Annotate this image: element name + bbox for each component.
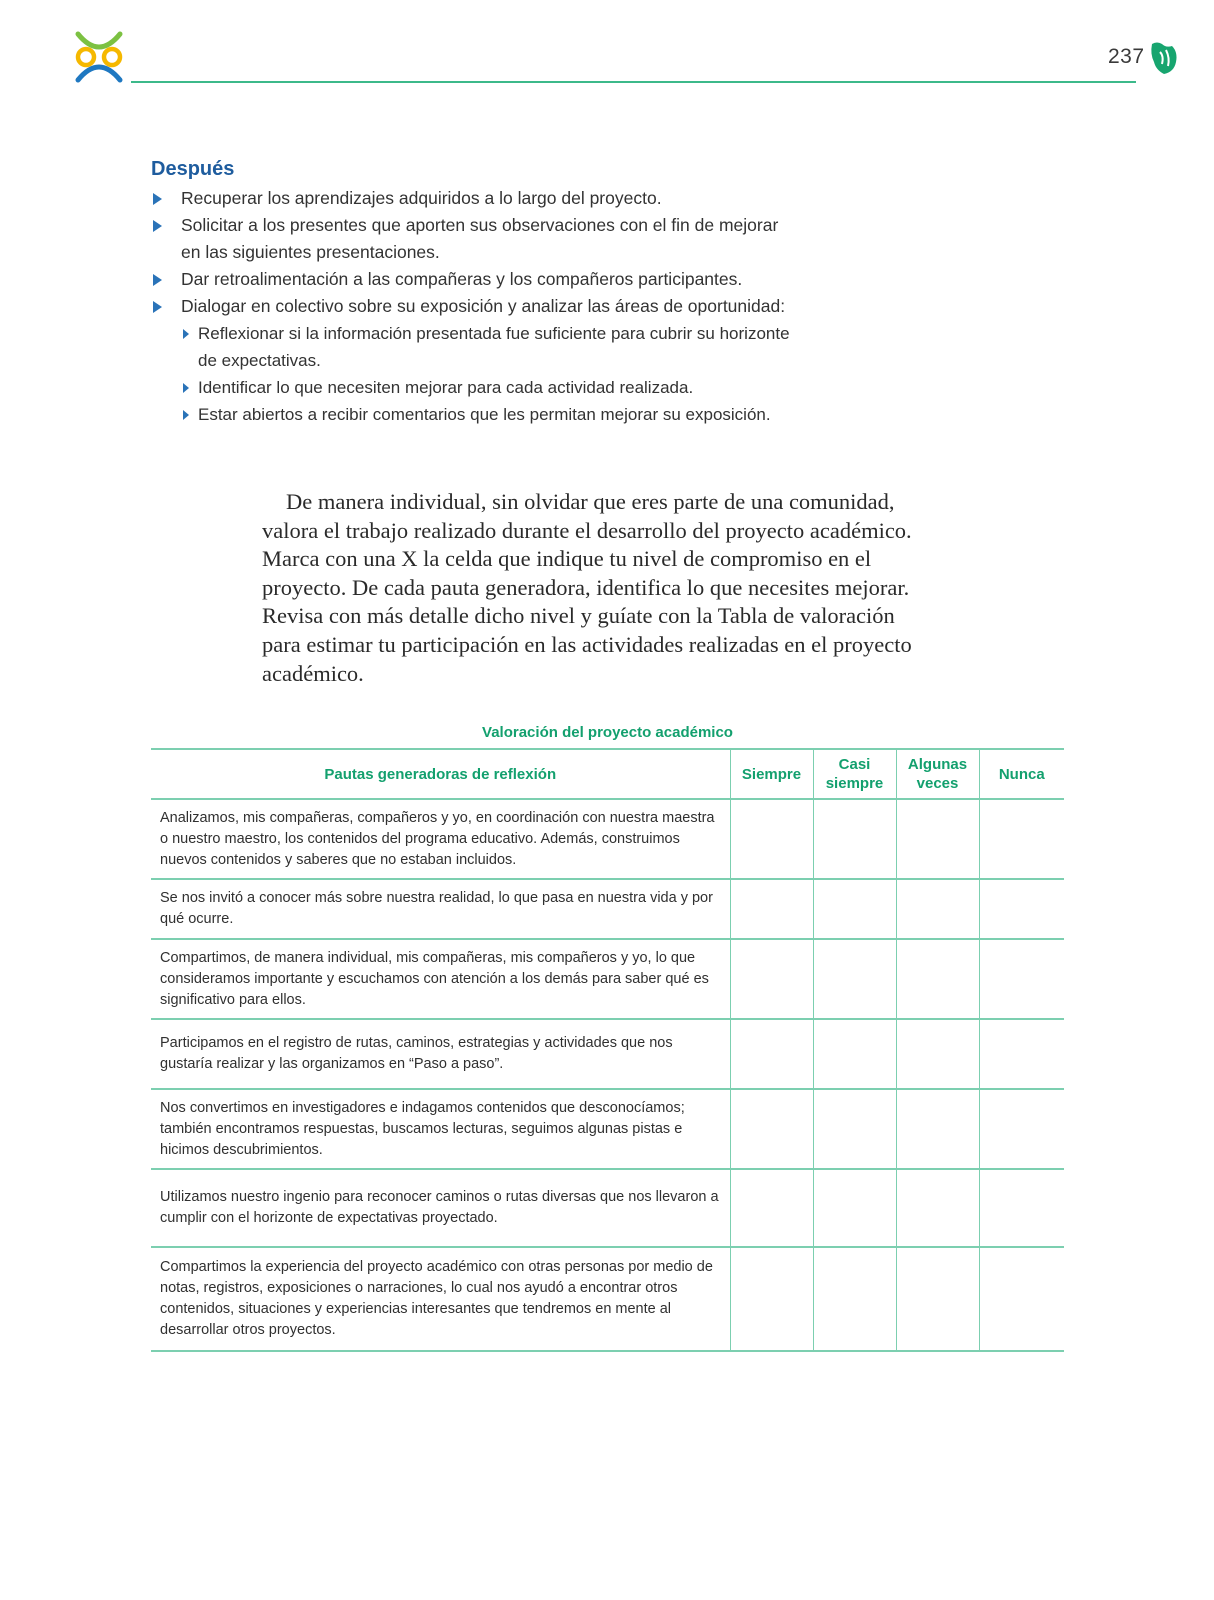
cell-algunas-veces[interactable] [896,939,979,1019]
cell-nunca[interactable] [979,939,1064,1019]
cell-siempre[interactable] [730,1019,813,1089]
instructions-paragraph: De manera individual, sin olvidar que eres parte de una comunidad, valora el trabajo realizado durante el desarrollo del proyecto académico. Marca con una X la celda que indique tu nivel de compromiso en el proyecto. De cada pauta generadora, identifica lo que necesites mejorar. Revisa con más detalle dicho nivel y guíate con la Tabla de valoración para estimar tu participación en las actividades realizadas en el proyecto académico. [262,489,912,686]
statement-cell: Nos convertimos en investigadores e indagamos contenidos que desconocíamos; también encontramos respuestas, buscamos lecturas, seguimos algunas pistas e hicimos descubrimientos. [151,1089,730,1169]
cell-casi-siempre[interactable] [813,1089,896,1169]
cell-nunca[interactable] [979,799,1064,879]
table-row [151,1019,1064,1089]
bullet-triangle-icon [153,220,162,232]
program-logo-icon [72,30,126,84]
cell-casi-siempre[interactable] [813,1169,896,1247]
chapter-icon [1148,40,1178,76]
bullet-triangle-icon [153,193,162,205]
bullet-list [151,185,791,428]
cell-casi-siempre[interactable] [813,1247,896,1351]
sub-list-item [181,374,791,401]
statement-cell: Analizamos, mis compañeras, compañeros y yo, en coordinación con nuestra maestra o nuestro maestro, los contenidos del programa educativo. Además, construimos nuevos contenidos y saberes que no estaban incluidos. [151,799,730,879]
valuation-table [151,748,1064,1352]
sub-list [181,320,791,428]
header-siempre: Siempre [730,749,813,799]
table-row [151,799,1064,879]
sub-list-item-text: Estar abiertos a recibir comentarios que les permitan mejorar su exposición. [198,405,771,424]
list-item-text: Dar retroalimentación a las compañeras y los compañeros participantes. [181,269,743,289]
list-item [151,266,791,293]
cell-siempre[interactable] [730,1089,813,1169]
statement-cell: Utilizamos nuestro ingenio para reconocer caminos o rutas diversas que nos llevaron a cumplir con el horizonte de expectativas proyectado. [151,1169,730,1247]
header-casi-siempre: Casi siempre [813,749,896,799]
page-number: 237 [1108,45,1145,68]
cell-casi-siempre[interactable] [813,879,896,939]
header-nunca: Nunca [979,749,1064,799]
cell-nunca[interactable] [979,1019,1064,1089]
cell-algunas-veces[interactable] [896,1247,979,1351]
cell-algunas-veces[interactable] [896,799,979,879]
table-row [151,939,1064,1019]
list-item [151,293,791,428]
cell-casi-siempre[interactable] [813,1019,896,1089]
cell-algunas-veces[interactable] [896,1169,979,1247]
header-algunas-veces: Algunas veces [896,749,979,799]
cell-nunca[interactable] [979,879,1064,939]
table-row [151,1169,1064,1247]
statement-cell: Se nos invitó a conocer más sobre nuestra realidad, lo que pasa en nuestra vida y por qué ocurre. [151,879,730,939]
bullet-triangle-icon [153,301,162,313]
cell-algunas-veces[interactable] [896,879,979,939]
sub-bullet-triangle-icon [183,383,189,393]
sub-bullet-triangle-icon [183,410,189,420]
cell-casi-siempre[interactable] [813,799,896,879]
cell-siempre[interactable] [730,939,813,1019]
cell-siempre[interactable] [730,1169,813,1247]
list-item [151,185,791,212]
header-rule [131,81,1136,83]
section-heading: Después [151,158,235,180]
list-item-text: Solicitar a los presentes que aporten sus observaciones con el fin de mejorar en las siguientes presentaciones. [181,215,779,262]
table-row [151,1089,1064,1169]
sub-list-item-text: Reflexionar si la información presentada fue suficiente para cubrir su horizonte de expectativas. [198,324,790,370]
sub-bullet-triangle-icon [183,329,189,339]
cell-nunca[interactable] [979,1089,1064,1169]
table-row [151,1247,1064,1351]
sub-list-item-text: Identificar lo que necesiten mejorar para cada actividad realizada. [198,378,694,397]
statement-cell: Participamos en el registro de rutas, caminos, estrategias y actividades que nos gustaría realizar y las organizamos en “Paso a paso”. [151,1019,730,1089]
bullet-triangle-icon [153,274,162,286]
cell-nunca[interactable] [979,1247,1064,1351]
statement-cell: Compartimos, de manera individual, mis compañeras, mis compañeros y yo, lo que consideramos importante y escuchamos con atención a los demás para saber qué es significativo para ellos. [151,939,730,1019]
cell-algunas-veces[interactable] [896,1019,979,1089]
cell-siempre[interactable] [730,799,813,879]
cell-casi-siempre[interactable] [813,939,896,1019]
table-caption: Valoración del proyecto académico [482,724,733,741]
statement-cell: Compartimos la experiencia del proyecto académico con otras personas por medio de notas, registros, exposiciones o narraciones, lo cual nos ayudó a encontrar otros contenidos, situaciones y experiencias interesantes que tendremos en mente al desarrollar otros proyectos. [151,1247,730,1351]
sub-list-item [181,401,791,428]
list-item-text: Recuperar los aprendizajes adquiridos a lo largo del proyecto. [181,188,662,208]
header-statement: Pautas generadoras de reflexión [151,749,730,799]
table-row [151,879,1064,939]
cell-siempre[interactable] [730,1247,813,1351]
cell-siempre[interactable] [730,879,813,939]
cell-nunca[interactable] [979,1169,1064,1247]
sub-list-item [181,320,791,374]
list-item [151,212,791,266]
list-item-text: Dialogar en colectivo sobre su exposición y analizar las áreas de oportunidad: [181,296,786,316]
cell-algunas-veces[interactable] [896,1089,979,1169]
table-header-row [151,749,1064,799]
